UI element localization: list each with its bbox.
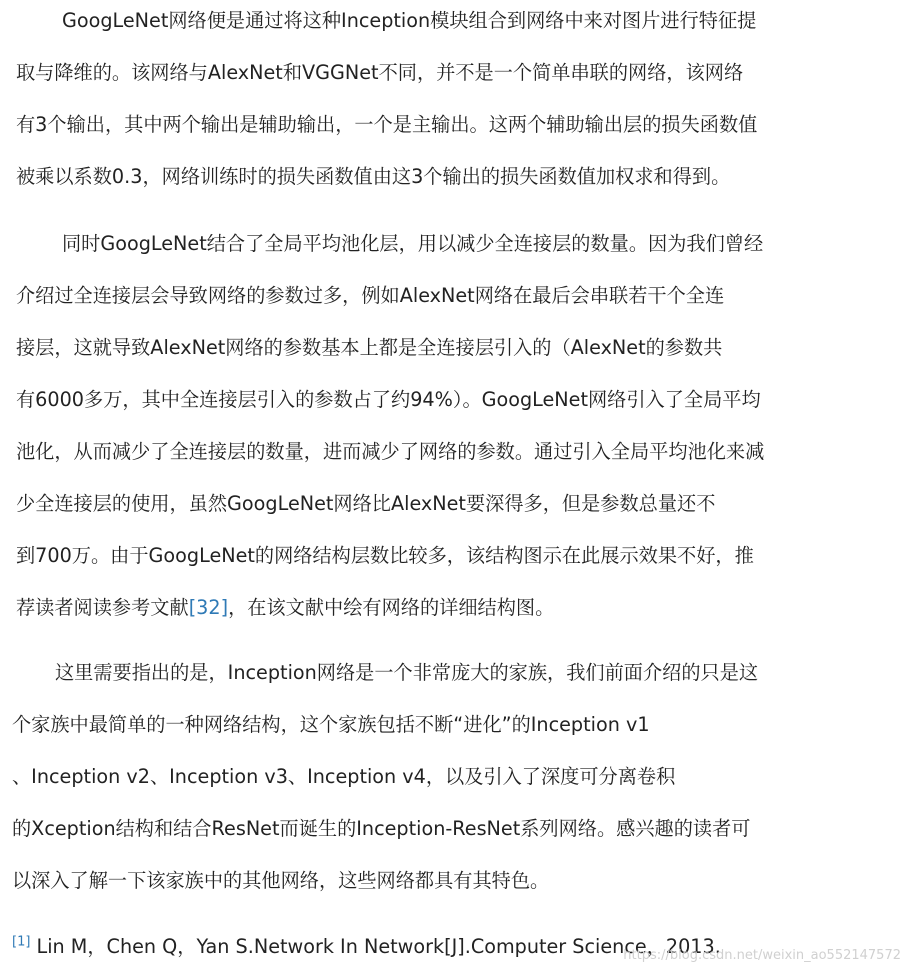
paragraph-3-line-2: 个家族中最简单的一种网络结构，这个家族包括不断“进化”的Inception v1 bbox=[12, 713, 650, 736]
paragraph-2-line-6: 少全连接层的使用，虽然GoogLeNet网络比AlexNet要深得多，但是参数总量还不 bbox=[16, 492, 716, 515]
paragraph-1-line-4: 被乘以系数0.3，网络训练时的损失函数值由这3个输出的损失函数值加权求和得到。 bbox=[16, 165, 731, 188]
paragraph-3-line-4: 的Xception结构和结合ResNet而诞生的Inception-ResNet系列网络。感兴趣的读者可 bbox=[12, 817, 751, 840]
paragraph-2-line-3: 接层，这就导致AlexNet网络的参数基本上都是全连接层引入的（AlexNet的参数共 bbox=[16, 336, 723, 359]
paragraph-2-line-4: 有6000多万，其中全连接层引入的参数占了约94%）。GoogLeNet网络引入了全局平均 bbox=[16, 388, 761, 411]
paragraph-1-line-3: 有3个输出，其中两个输出是辅助输出，一个是主输出。这两个辅助输出层的损失函数值 bbox=[16, 113, 758, 136]
citation-link[interactable]: [32] bbox=[188, 596, 229, 619]
paragraph-3-line-5: 以深入了解一下该家族中的其他网络，这些网络都具有其特色。 bbox=[12, 869, 550, 892]
paragraph-2-line-8 bbox=[16, 595, 554, 621]
paragraph-3-line-3: 、Inception v2、Inception v3、Inception v4，以及引入了深度可分离卷积 bbox=[12, 765, 676, 788]
watermark: https://blog.csdn.net/weixin_ao552147572 bbox=[623, 948, 901, 963]
paragraph-1-line-2: 取与降维的。该网络与AlexNet和VGGNet不同，并不是一个简单串联的网络，该网络 bbox=[16, 61, 744, 84]
paragraph-2-line-5: 池化，从而减少了全连接层的数量，进而减少了网络的参数。通过引入全局平均池化来减 bbox=[16, 440, 765, 463]
paragraph-2-line-2: 介绍过全连接层会导致网络的参数过多，例如AlexNet网络在最后会串联若干个全连 bbox=[16, 284, 725, 307]
paragraph-2-line-8-suffix: ，在该文献中绘有网络的详细结构图。 bbox=[228, 596, 555, 619]
paragraph-2-line-8-prefix: 荐读者阅读参考文献 bbox=[16, 596, 189, 619]
paragraph-2-line-1: 同时GoogLeNet结合了全局平均池化层，用以减少全连接层的数量。因为我们曾经 bbox=[62, 232, 764, 255]
footnote-mark[interactable]: [1] bbox=[12, 934, 31, 950]
paragraph-3-line-1: 这里需要指出的是，Inception网络是一个非常庞大的家族，我们前面介绍的只是这 bbox=[55, 661, 759, 684]
footnote bbox=[12, 934, 721, 960]
paragraph-2-line-7: 到700万。由于GoogLeNet的网络结构层数比较多，该结构图示在此展示效果不好，推 bbox=[16, 544, 754, 567]
footnote-text: Lin M，Chen Q，Yan S.Network In Network[J].Computer Science，2013. bbox=[36, 935, 721, 958]
paragraph-1-line-1: GoogLeNet网络便是通过将这种Inception模块组合到网络中来对图片进行特征提 bbox=[62, 9, 757, 32]
